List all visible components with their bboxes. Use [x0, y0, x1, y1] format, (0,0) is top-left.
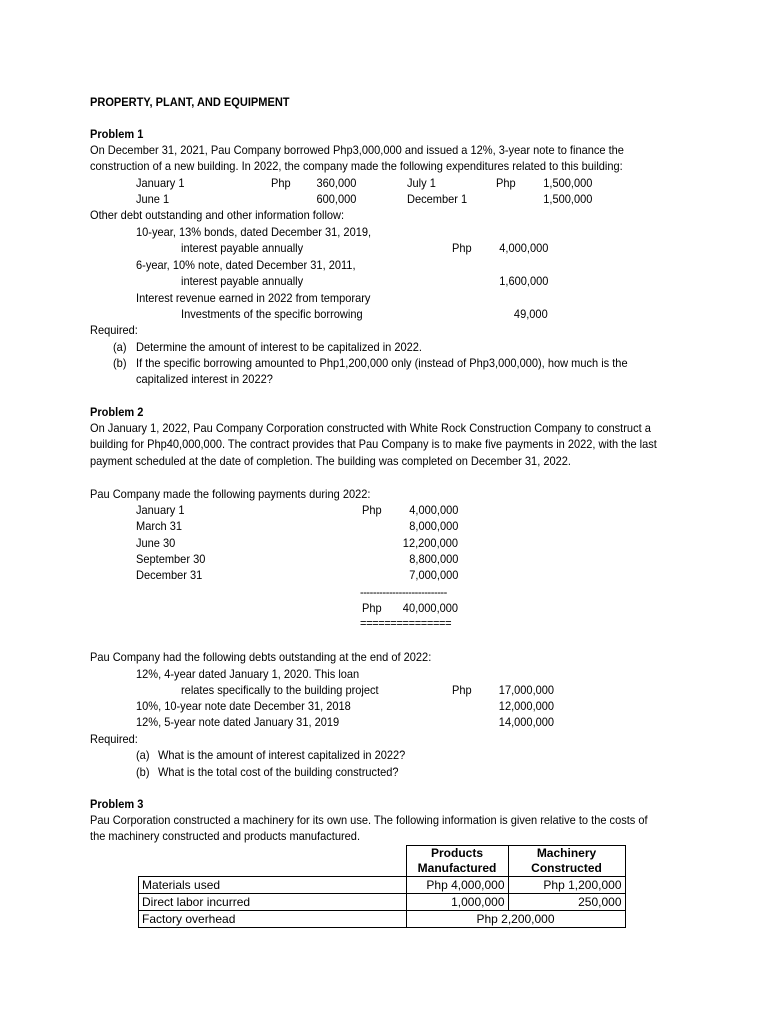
problem-3-intro-line-1: Pau Corporation constructed a machinery for its own use. The following information is given relative to the costs of [90, 813, 648, 827]
question-text: If the specific borrowing amounted to Php1,200,000 only (instead of Php3,000,000), how much is the [136, 356, 628, 370]
problem-2-intro-line-2: building for Php40,000,000. The contract provides that Pau Company is to make five payments in 2022, with the last [90, 437, 657, 451]
payment-date: January 1 [136, 503, 185, 517]
expenditure-currency: Php [271, 176, 291, 190]
question-text: What is the amount of interest capitalized in 2022? [158, 748, 406, 762]
payment-date: December 31 [136, 568, 203, 582]
col-machinery-constructed [508, 846, 625, 877]
debt-amount: 1,600,000 [498, 274, 548, 288]
debt-description: interest payable annually [181, 241, 304, 255]
interest-revenue-description: Interest revenue earned in 2022 from temporary [136, 291, 371, 305]
payment-currency: Php [362, 503, 382, 517]
required-label: Required: [90, 323, 138, 337]
payment-amount: 4,000,000 [408, 503, 458, 517]
table-header-empty [139, 846, 407, 877]
expenditure-date: July 1 [407, 176, 436, 190]
interest-revenue-description: Investments of the specific borrowing [181, 307, 363, 321]
payment-date: June 30 [136, 536, 176, 550]
debt-description: relates specifically to the building project [181, 683, 379, 697]
problem-2-heading: Problem 2 [90, 405, 144, 419]
debt-description: 12%, 4-year dated January 1, 2020. This loan [136, 667, 360, 681]
row-label: Factory overhead [139, 911, 407, 928]
document-title: PROPERTY, PLANT, AND EQUIPMENT [90, 95, 290, 109]
col-header-line: Constructed [531, 861, 602, 875]
expenditure-amount: 1,500,000 [542, 192, 592, 206]
table-row [139, 894, 626, 911]
total-amount: 40,000,000 [402, 601, 458, 615]
expenditure-amount: 360,000 [316, 176, 356, 190]
products-value: 1,000,000 [406, 894, 508, 911]
payment-date: March 31 [136, 519, 183, 533]
expenditure-currency: Php [496, 176, 516, 190]
payment-amount: 8,000,000 [408, 519, 458, 533]
debt-amount: 4,000,000 [498, 241, 548, 255]
debt-amount: 17,000,000 [498, 683, 554, 697]
required-label: Required: [90, 732, 138, 746]
products-value: Php 4,000,000 [406, 877, 508, 894]
col-products-manufactured [406, 846, 508, 877]
table-row [139, 877, 626, 894]
table-row [139, 911, 626, 928]
col-header-line: Products [430, 846, 483, 860]
problem-1-intro-line-2: construction of a new building. In 2022, the company made the following expenditures related to this building: [90, 159, 623, 173]
row-label: Materials used [139, 877, 407, 894]
problem-3-heading: Problem 3 [90, 797, 144, 811]
col-header-line: Machinery [536, 846, 597, 860]
question-label: (b) [113, 356, 127, 370]
row-label: Direct labor incurred [139, 894, 407, 911]
debt-currency: Php [452, 241, 472, 255]
question-label: (b) [136, 765, 150, 779]
problem-1-heading: Problem 1 [90, 127, 144, 141]
debt-amount: 14,000,000 [498, 715, 554, 729]
debt-description: 6-year, 10% note, dated December 31, 2011, [136, 258, 356, 272]
machinery-value: 250,000 [508, 894, 625, 911]
subtotal-dash-line: --------------------------- [360, 585, 447, 599]
payment-amount: 7,000,000 [408, 568, 458, 582]
problem-1-intro-line-1: On December 31, 2021, Pau Company borrowed Php3,000,000 and issued a 12%, 3-year note to finance the [90, 143, 624, 157]
machinery-value: Php 1,200,000 [508, 877, 625, 894]
debt-description: 12%, 5-year note dated January 31, 2019 [136, 715, 340, 729]
debts-intro: Pau Company had the following debts outstanding at the end of 2022: [90, 650, 432, 664]
total-double-line: =============== [360, 616, 452, 630]
problem-2-intro-line-1: On January 1, 2022, Pau Company Corporation constructed with White Rock Construction Company to construct a [90, 421, 651, 435]
expenditure-amount: 600,000 [316, 192, 356, 206]
question-label: (a) [136, 748, 150, 762]
question-text: capitalized interest in 2022? [136, 372, 273, 386]
payment-amount: 8,800,000 [408, 552, 458, 566]
debt-description: interest payable annually [181, 274, 304, 288]
debt-currency: Php [452, 683, 472, 697]
table-header-row [139, 846, 626, 877]
debt-amount: 12,000,000 [498, 699, 554, 713]
total-currency: Php [362, 601, 382, 615]
problem-3-intro-line-2: the machinery constructed and products manufactured. [90, 829, 361, 843]
question-label: (a) [113, 340, 127, 354]
combined-value: Php 2,200,000 [406, 911, 625, 928]
problem-2-intro-line-3: payment scheduled at the date of completion. The building was completed on December 31, 2022. [90, 454, 571, 468]
cost-table [138, 845, 626, 928]
expenditure-amount: 1,500,000 [542, 176, 592, 190]
interest-revenue-amount: 49,000 [514, 307, 548, 321]
expenditure-date: December 1 [407, 192, 468, 206]
payments-intro: Pau Company made the following payments during 2022: [90, 487, 371, 501]
debt-description: 10-year, 13% bonds, dated December 31, 2019, [136, 225, 372, 239]
payment-date: September 30 [136, 552, 206, 566]
payment-amount: 12,200,000 [402, 536, 458, 550]
debt-description: 10%, 10-year note date December 31, 2018 [136, 699, 351, 713]
expenditure-date: June 1 [136, 192, 170, 206]
question-text: What is the total cost of the building constructed? [158, 765, 399, 779]
expenditure-date: January 1 [136, 176, 185, 190]
question-text: Determine the amount of interest to be capitalized in 2022. [136, 340, 422, 354]
col-header-line: Manufactured [417, 861, 497, 875]
other-debt-intro: Other debt outstanding and other information follow: [90, 208, 345, 222]
